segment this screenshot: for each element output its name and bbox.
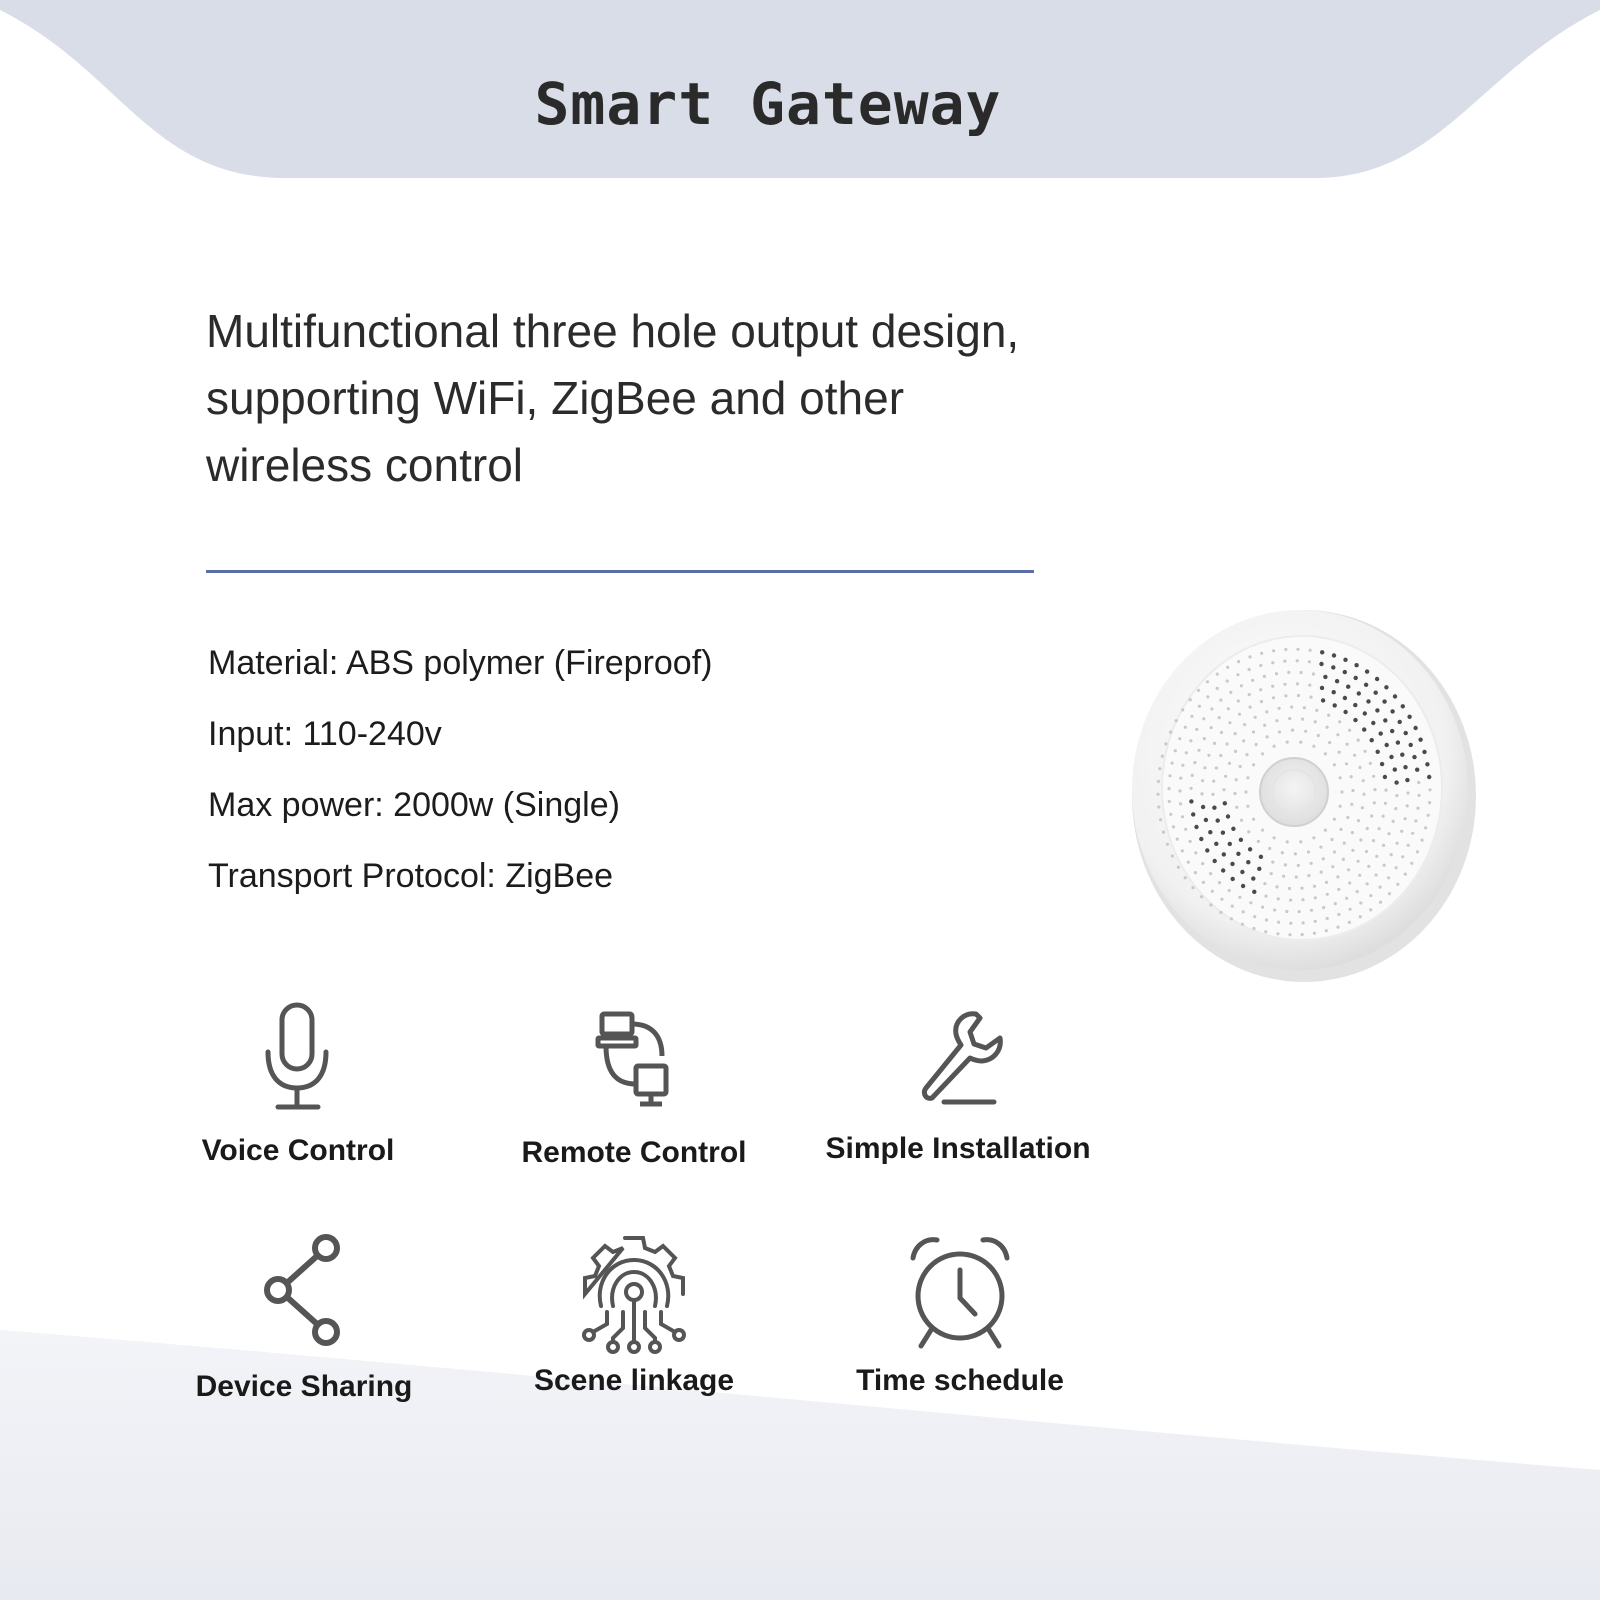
feature-scene-linkage <box>494 1232 774 1398</box>
feature-label: Time schedule <box>856 1364 1064 1397</box>
microphone-icon <box>248 1002 348 1112</box>
spec-list <box>208 628 713 912</box>
page-title: Smart Gateway <box>534 70 1002 138</box>
spec-material: Material: ABS polymer (Fireproof) <box>208 644 713 682</box>
feature-device-sharing <box>164 1232 444 1404</box>
divider <box>206 570 1034 573</box>
feature-label: Voice Control <box>201 1134 395 1167</box>
spec-max-power: Max power: 2000w (Single) <box>208 786 620 824</box>
feature-remote-control <box>494 1010 774 1170</box>
feature-label: Device Sharing <box>195 1370 413 1403</box>
spec-transport-protocol: Transport Protocol: ZigBee <box>208 857 614 895</box>
spec-input: Input: 110-240v <box>208 715 442 753</box>
wrench-icon <box>908 1008 1008 1108</box>
feature-label: Scene linkage <box>533 1364 735 1397</box>
devices-icon <box>584 1010 684 1110</box>
feature-label: Remote Control <box>521 1136 747 1169</box>
product-headline: Multifunctional three hole output design, supporting WiFi, ZigBee and other wireless control <box>206 305 1020 491</box>
alarm-clock-icon <box>905 1234 1015 1354</box>
feature-time-schedule <box>820 1234 1100 1398</box>
gear-circuit-icon <box>579 1232 689 1356</box>
feature-voice-control <box>158 1002 438 1168</box>
gateway-device-image <box>1122 604 1482 994</box>
share-icon <box>254 1232 354 1348</box>
feature-simple-installation <box>818 1008 1098 1166</box>
feature-label: Simple Installation <box>825 1132 1091 1165</box>
